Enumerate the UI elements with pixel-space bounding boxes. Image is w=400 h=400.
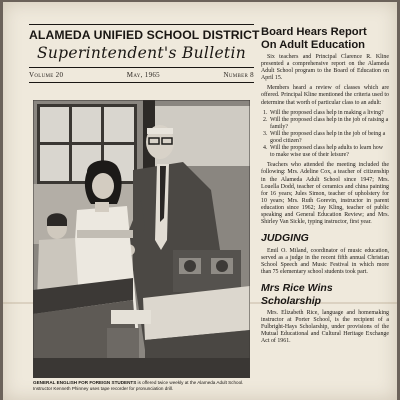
criteria-item — [261, 110, 389, 117]
headline-line-1: Mrs Rice Wins — [261, 282, 333, 295]
photo-caption-bold: GENERAL ENGLISH FOR FOREIGN STUDENTS — [33, 380, 137, 385]
district-name: ALAMEDA UNIFIED SCHOOL DISTRICT — [29, 24, 254, 42]
volume-number: Volume 20 — [29, 71, 64, 79]
article-headline: JUDGING — [261, 232, 309, 245]
criteria-list — [261, 110, 389, 160]
criteria-number: 1. — [263, 109, 268, 116]
masthead-rule — [29, 67, 254, 68]
article-paragraph: Teachers who attended the meeting included the following: Mrs. Adeline Cox, a teacher of citizenship in the Alameda Adult School since 1947; Mrs. Louella Dodd, teacher of ceramics and china painting for 16 years; Jules Simon, teacher of upholstery for 10 years; Mrs. Ruth Gorevin, instructor in parent education since 1962; Jay Kling, teacher of public speaking and General Education Review; and Mrs. Shirley Van Sickle, typing instructor, first year. — [261, 162, 389, 226]
article-paragraph: Six teachers and Principal Clarence R. Kline presented a comprehensive report on the Alameda Adult School program to the Board of Education on April 15. — [261, 54, 389, 82]
headline-line-2: Scholarship — [261, 294, 322, 307]
right-column — [261, 26, 389, 346]
headline-line-2: On Adult Education — [261, 38, 365, 51]
criteria-item — [261, 117, 389, 131]
issue-number: Number 8 — [223, 71, 254, 79]
article-judging — [261, 232, 389, 276]
criteria-number: 2. — [263, 116, 268, 123]
headline-line-1: Board Hears Report — [261, 26, 367, 38]
article-paragraph: Members heard a review of classes which are offered. Principal Kline mentioned the criteria used to determine that worth of particular class to an adult: — [261, 85, 389, 106]
criteria-number: 3. — [263, 130, 268, 137]
issue-line — [29, 71, 254, 83]
bulletin-title: Superintendent's Bulletin — [36, 44, 246, 62]
criteria-text: Will the proposed class help in making a living? — [270, 109, 384, 116]
photo-caption — [33, 380, 250, 392]
article-board-hears-report — [261, 26, 389, 226]
photo-caption-text: is offered twice weekly at the Alameda Adult School. Instructor Kenneth Phinney uses tape recorder for pronunciation drill. — [33, 380, 244, 391]
criteria-text: Will the proposed class help in the job of raising a family? — [270, 116, 389, 130]
classroom-photo — [33, 100, 250, 378]
criteria-item — [261, 131, 389, 145]
article-headline — [261, 26, 389, 51]
article-paragraph: Emil O. Miland, coordinator of music education, served as a judge in the recent fifth annual Christian School Speech and Music Festival in which more than 75 elementary school students took part. — [261, 247, 389, 275]
masthead — [29, 24, 260, 83]
criteria-text: Will the proposed class help in the job of being a good citizen? — [270, 130, 386, 145]
classroom-photo-drawing — [33, 100, 250, 378]
issue-date: May, 1965 — [126, 71, 160, 79]
newsletter-page — [3, 2, 397, 400]
article-headline — [261, 282, 389, 307]
criteria-text: Will the proposed class help adults to learn how to make wise use of their leisure? — [270, 145, 383, 159]
article-mrs-rice-scholarship — [261, 282, 389, 345]
criteria-number: 4. — [263, 145, 268, 152]
criteria-item — [261, 145, 389, 159]
article-paragraph: Mrs. Elizabeth Rice, language and homemaking instructor at Porter School, is the recipient of a Fulbright-Hays Scholarship, under provisions of the Mutual Educational and Cultural Heritage Exchange Act of 1961. — [261, 310, 389, 345]
